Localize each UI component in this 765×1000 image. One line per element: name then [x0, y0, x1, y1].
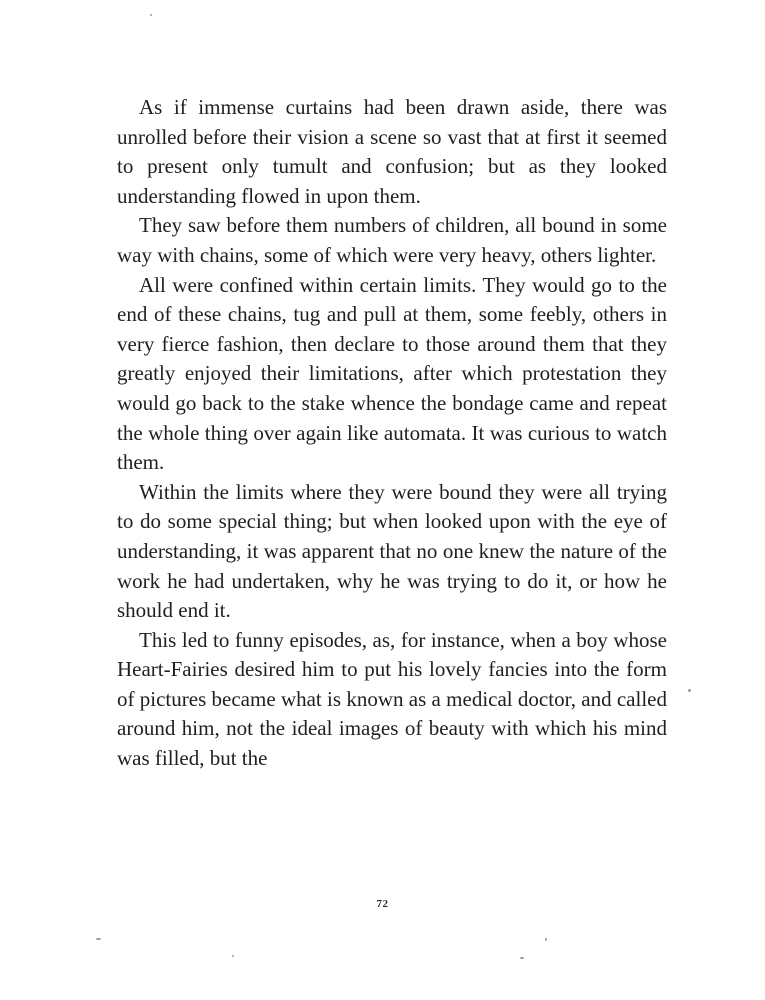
body-text — [117, 93, 667, 774]
scan-speck — [232, 955, 234, 957]
paragraph-3: All were confined within certain limits. They would go to the end of these chains, tug and pull at them, some feebly, others in very fierce fashion, then declare to those around them that they greatly enjoyed their limitations, after which protestation they would go back to the stake whence the bondage came and repeat the whole thing over again like automata. It was curious to watch them. — [117, 272, 667, 475]
scan-speck — [688, 689, 691, 692]
scan-speck — [96, 938, 101, 940]
scan-speck — [520, 957, 524, 959]
paragraph-1: As if immense curtains had been drawn aside, there was unrolled before their vision a scene so vast that at first it seemed to present only tumult and confusion; but as they looked understanding flowed in upon them. — [117, 95, 667, 208]
scan-speck — [150, 14, 152, 16]
paragraph-5: This led to funny episodes, as, for instance, when a boy whose Heart-Fairies desired him to put his lovely fancies into the form of pictures became what is known as a medical doctor, and called around him, not the ideal images of beauty with which his mind was filled, but the — [117, 627, 667, 771]
page-number: 72 — [376, 898, 389, 910]
paragraph-4: Within the limits where they were bound they were all trying to do some special thing; but when looked upon with the eye of understanding, it was apparent that no one knew the nature of the work he had undertaken, why he was trying to do it, or how he should end it. — [117, 479, 667, 623]
scan-speck — [545, 938, 547, 941]
paragraph-2: They saw before them numbers of children, all bound in some way with chains, some of which were very heavy, others lighter. — [117, 213, 667, 267]
